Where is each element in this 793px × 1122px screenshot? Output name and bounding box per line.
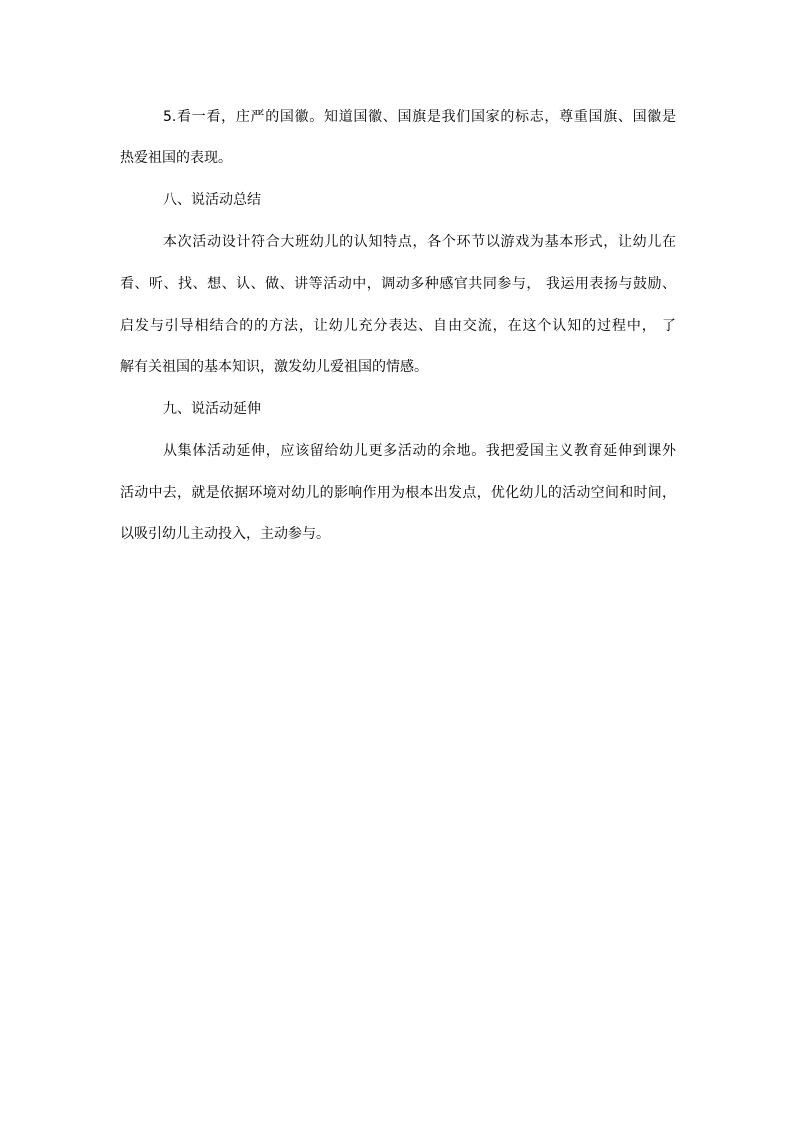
extension-line-1: 从集体活动延伸，应该留给幼儿更多活动的余地。我把爱国主义教育延伸到课外 — [163, 443, 676, 459]
paragraph-5-line-2: 热爱祖国的表现。 — [120, 150, 232, 166]
summary-line-3: 启发与引导相结合的的方法，让幼儿充分表达、自由交流，在这个认知的过程中， 了 — [120, 318, 676, 334]
summary-line-2: 看、听、找、想、认、做、讲等活动中，调动多种感官共同参与， 我运用表扬与鼓励、 — [120, 276, 676, 292]
section-heading-summary: 八、说活动总结 — [163, 192, 261, 208]
summary-line-4: 解有关祖国的基本知识，激发幼儿爱祖国的情感。 — [120, 359, 428, 375]
section-heading-extension: 九、说活动延伸 — [163, 401, 261, 417]
extension-line-2: 活动中去，就是依据环境对幼儿的影响作用为根本出发点，优化幼儿的活动空间和时间， — [120, 485, 676, 501]
summary-line-1: 本次活动设计符合大班幼儿的认知特点，各个环节以游戏为基本形式，让幼儿在 — [163, 234, 676, 250]
paragraph-5-line-1: 5.看一看，庄严的国徽。知道国徽、国旗是我们国家的标志，尊重国旗、国徽是 — [163, 109, 676, 125]
extension-line-3: 以吸引幼儿主动投入，主动参与。 — [120, 526, 330, 542]
